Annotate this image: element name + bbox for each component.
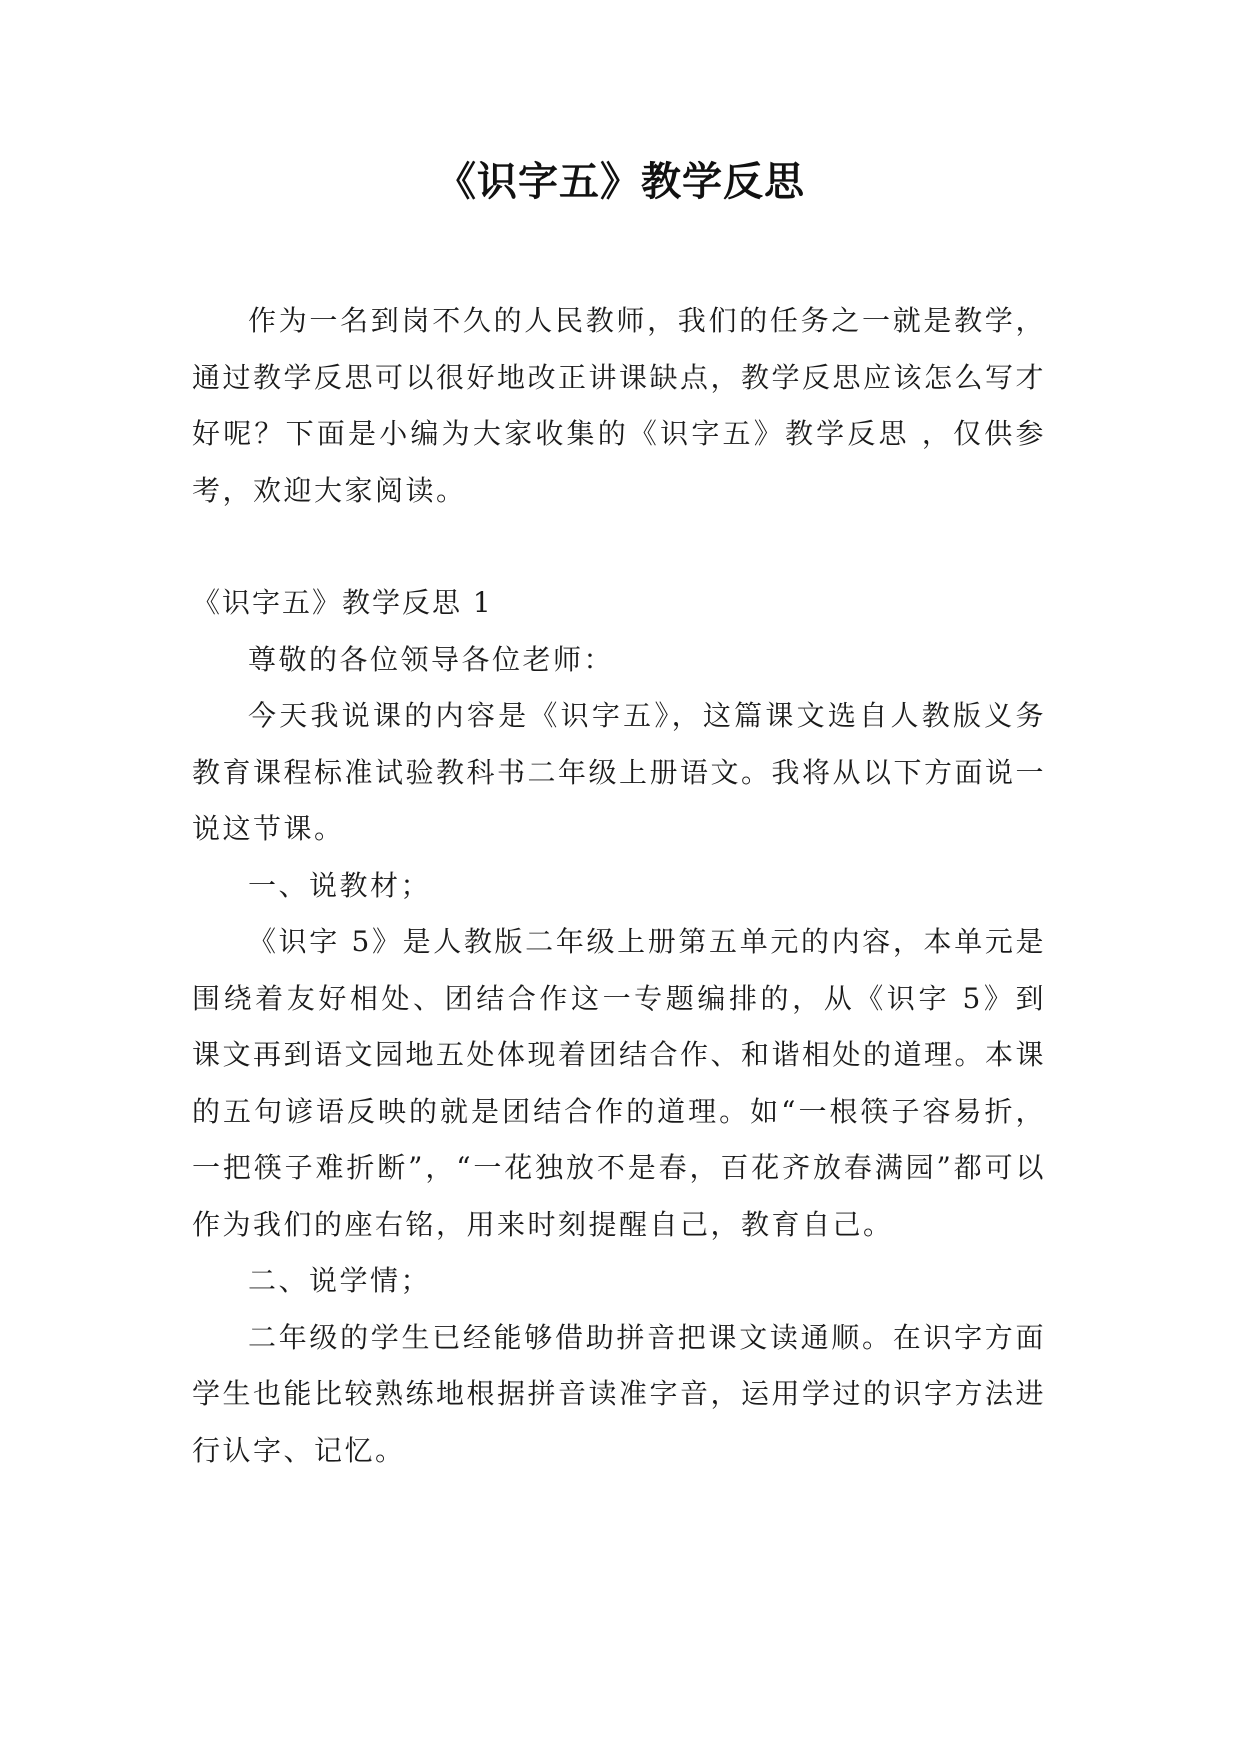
body-paragraph: 二、说学情； [248,1264,432,1297]
body-paragraph: 一、说教材； [248,868,432,902]
body-paragraph: 《识字 5》是人教版二年级上册第五单元的内容，本单元是围绕着友好相处、团结合作这一专题编排的，从《识字 5》到课文再到语文园地五处体现着团结合作、和谐相处的道理。本课的五句谚语反映的就是团结合作的道理。如“一根筷子容易折，一把筷子难折断”，“一花独放不是春，百花齐放春满园”都可以作为我们的座右铭，用来时刻提醒自己，教育自己。 [192,925,1047,1241]
body-paragraph: 今天我说课的内容是《识字五》，这篇课文选自人教版义务教育课程标准试验教科书二年级上册语文。我将从以下方面说一说这节课。 [192,699,1047,845]
body-paragraph: 尊敬的各位领导各位老师： [248,642,615,676]
section-heading: 《识字五》教学反思 1 [192,586,493,619]
document-body [192,293,1046,1479]
document-title: 《识字五》教学反思 [436,159,805,205]
intro-paragraph: 作为一名到岗不久的人民教师，我们的任务之一就是教学，通过教学反思可以很好地改正讲课缺点，教学反思应该怎么写才好呢？下面是小编为大家收集的《识字五》教学反思 ，仅供参考，欢迎大家阅读。 [192,304,1047,507]
paragraph-spacer [192,519,1046,575]
body-paragraph: 二年级的学生已经能够借助拼音把课文读通顺。在识字方面学生也能比较熟练地根据拼音读准字音，运用学过的识字方法进行认字、记忆。 [192,1320,1047,1467]
